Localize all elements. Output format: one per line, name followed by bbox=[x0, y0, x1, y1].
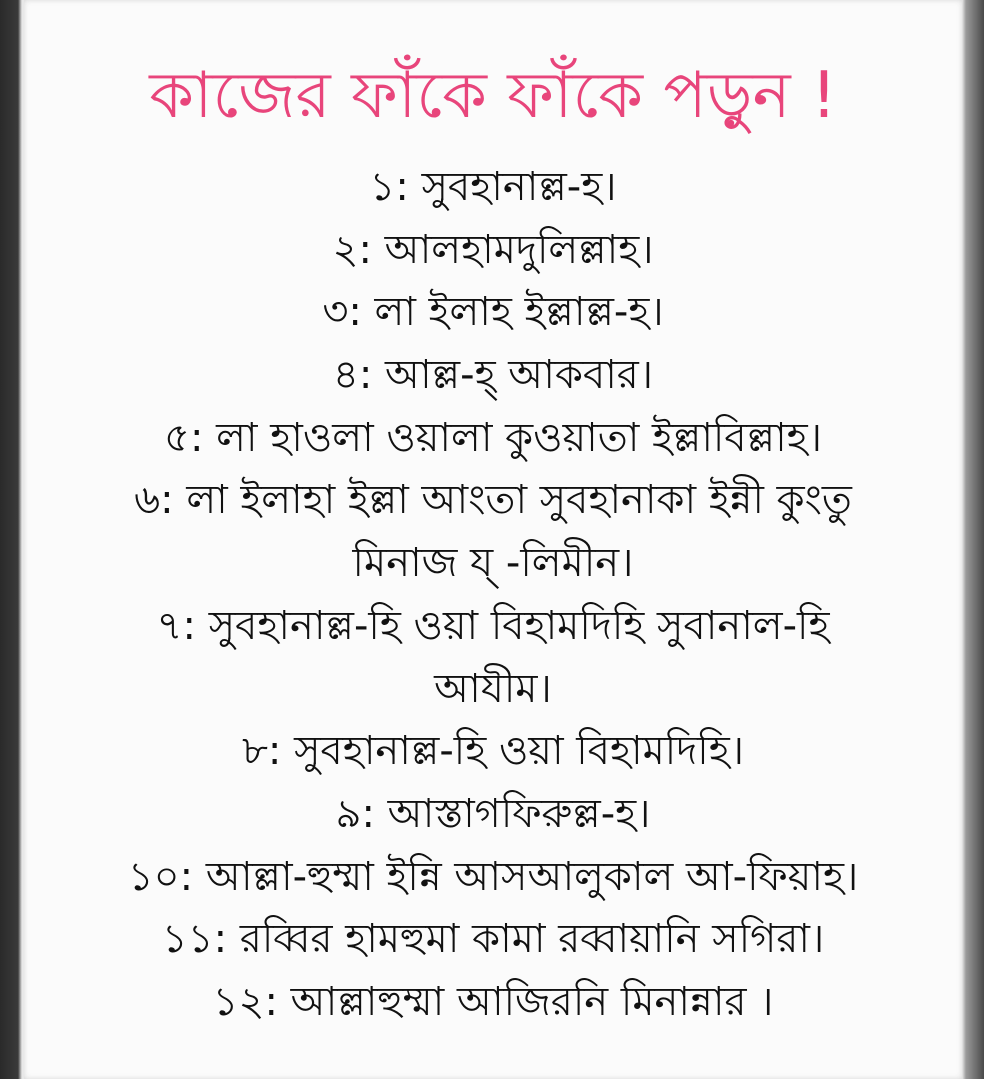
list-item: ৮: সুবহানাল্ল-হি ওয়া বিহামদিহি। bbox=[241, 728, 745, 775]
list-item: ৭: সুবহানাল্ল-হি ওয়া বিহামদিহি সুবানাল-হি bbox=[156, 602, 830, 649]
list-item: ৪: আল্ল-হ্ আকবার। bbox=[332, 352, 654, 399]
list-item: ৯: আস্তাগফিরুল্ল-হ। bbox=[335, 790, 651, 837]
list-item: ১: সুবহানাল্ল-হ। bbox=[369, 164, 617, 210]
list-item: ২: আলহামদুলিল্লাহ। bbox=[332, 226, 654, 273]
text-card bbox=[24, 0, 962, 1079]
dhikr-list bbox=[24, 156, 962, 1034]
list-item: ৬: লা ইলাহা ইল্লা আংতা সুবহানাকা ইন্নী কুংতু bbox=[134, 477, 852, 524]
list-item: ১২: আল্লাহুম্মা আজিরনি মিনান্নার । bbox=[212, 978, 774, 1025]
list-item: ১০: আল্লা-হুম্মা ইন্নি আসআলুকাল আ-ফিয়াহ। bbox=[127, 853, 859, 900]
list-item-continuation: মিনাজ য্‌ -লিমীন। bbox=[352, 540, 634, 587]
list-item-continuation: আযীম। bbox=[434, 665, 552, 712]
list-item: ৩: লা ইলাহ ইল্লাল্ল-হ। bbox=[322, 289, 664, 336]
list-item: ১১: রব্বির হামহুমা কামা রব্বায়ানি সগিরা। bbox=[161, 916, 825, 963]
list-item: ৫: লা হাওলা ওয়ালা কুওয়াতা ইল্লাবিল্লাহ। bbox=[163, 414, 822, 461]
page-title: কাজের ফাঁকে ফাঁকে পড়ুন ! bbox=[149, 59, 837, 133]
